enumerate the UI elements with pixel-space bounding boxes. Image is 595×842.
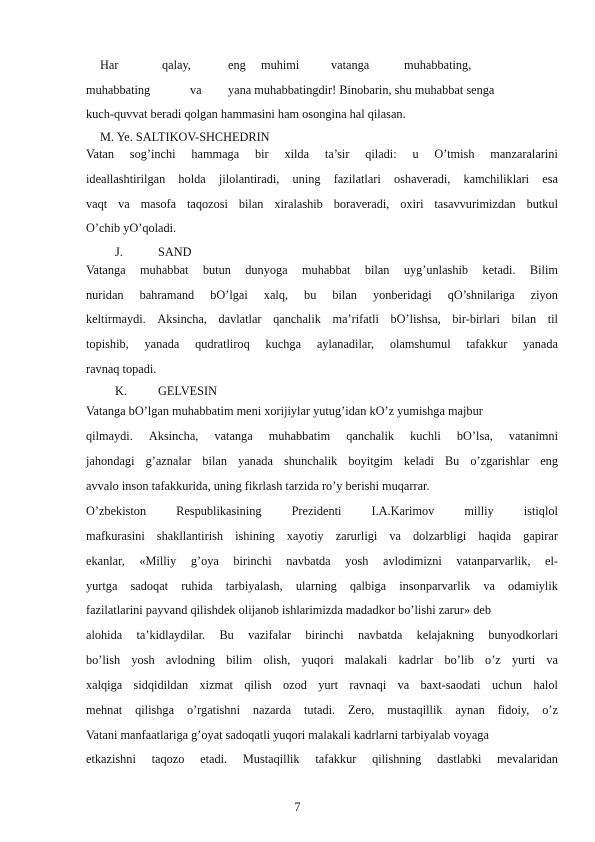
text-line	[86, 529, 558, 543]
word: Vatanga bO’lgan muhabbatim meni xorijiylar yutug’idan kO’z yumishga majbur	[86, 404, 483, 418]
word: bO’lsa,	[456, 429, 493, 443]
text-line	[86, 147, 558, 161]
word: butun	[202, 263, 231, 277]
word: sidqidildan	[133, 678, 189, 692]
word: uyg’unlashib	[403, 263, 469, 277]
word: kelajakning	[416, 628, 475, 642]
word: va	[118, 197, 130, 211]
word: yuqori	[301, 653, 334, 667]
word: bO’lishsa,	[390, 312, 441, 326]
word: esa	[542, 172, 558, 186]
word: nazarda	[252, 703, 292, 717]
word: bilim	[226, 653, 253, 667]
text-line	[86, 479, 558, 493]
page-number: 7	[294, 800, 301, 814]
word: taqozo	[151, 752, 185, 766]
word: yanada	[144, 337, 180, 351]
word: bu	[304, 288, 317, 302]
word: vatanparvarlik,	[456, 554, 531, 568]
word: bo’lib	[444, 653, 474, 667]
word: kuchga	[265, 337, 302, 351]
word: J.	[115, 245, 123, 259]
word: O’chib yO’qoladi.	[86, 221, 177, 235]
word: muhabbatim	[268, 429, 331, 443]
text-line	[86, 337, 558, 351]
word: tutadi.	[304, 703, 336, 717]
word: xalqiga	[86, 678, 123, 692]
word: qO’shnilariga	[447, 288, 515, 302]
text-line	[86, 628, 558, 642]
word: kadrlar	[398, 653, 434, 667]
word: qilish	[244, 678, 272, 692]
word: qanchalik	[346, 429, 395, 443]
word: hammaga	[191, 147, 240, 161]
text-line	[86, 554, 558, 568]
word: muhabbat	[139, 263, 189, 277]
word: bilan	[238, 197, 264, 211]
word: shunchalik	[283, 454, 338, 468]
text-line	[86, 653, 558, 667]
text-line	[86, 678, 558, 692]
word: Zero,	[348, 703, 375, 717]
word: ozod	[282, 678, 307, 692]
word: xayotiy	[286, 529, 324, 543]
word: gapirar	[523, 529, 558, 543]
word: va	[397, 678, 410, 692]
text-line	[86, 454, 558, 468]
word: g’aznalar	[145, 454, 192, 468]
word: avvalo inson tafakkurida, uning fikrlash tarzida ro’y berishi muqarrar.	[86, 479, 430, 493]
word: Bu	[219, 628, 234, 642]
text-line	[86, 579, 558, 593]
word: fazilatlari	[333, 172, 381, 186]
word: xalq,	[263, 288, 289, 302]
word: muhabbat	[301, 263, 351, 277]
word: nuridan	[86, 288, 124, 302]
word: g’oya	[190, 554, 219, 568]
word: ziyon	[530, 288, 558, 302]
word: ekanlar,	[86, 554, 125, 568]
word: keltirmaydi.	[86, 312, 146, 326]
word: yonberidagi	[372, 288, 432, 302]
word: malakali	[344, 653, 388, 667]
word: o’z	[485, 653, 501, 667]
word: yosh	[345, 554, 369, 568]
word: keladi	[403, 454, 434, 468]
word: eng	[540, 454, 558, 468]
word: dastlabki	[437, 752, 482, 766]
word: Mustaqillik	[242, 752, 300, 766]
word: avlodimizni	[383, 554, 442, 568]
word: va	[483, 579, 495, 593]
word: ularning	[295, 579, 337, 593]
text-line	[86, 752, 558, 766]
word: boraveradi,	[333, 197, 390, 211]
word: «Milliy	[139, 554, 177, 568]
word: aylanadilar,	[316, 337, 375, 351]
word: birinchi	[233, 554, 272, 568]
word: avlodning	[165, 653, 215, 667]
word: ta’sir	[324, 147, 350, 161]
text-line	[86, 362, 558, 376]
text-line	[86, 703, 558, 717]
word: Respublikasining	[176, 504, 262, 518]
word: bahramand	[139, 288, 195, 302]
word: Vatanga	[86, 263, 126, 277]
word: muhabbating,	[404, 58, 472, 72]
word: milliy	[464, 504, 494, 518]
word: mustaqillik	[387, 703, 443, 717]
word: bir	[254, 147, 269, 161]
word: yurtga	[86, 579, 118, 593]
word: xilda	[284, 147, 310, 161]
word: aynan	[455, 703, 485, 717]
word: qalay,	[162, 58, 191, 72]
word: Prezidenti	[291, 504, 342, 518]
word: ta’kidlaydilar.	[136, 628, 206, 642]
word: O’zbekiston	[86, 504, 147, 518]
text-line	[86, 263, 558, 277]
word: bilan	[202, 454, 227, 468]
word: topishib,	[86, 337, 129, 351]
word: etadi.	[200, 752, 228, 766]
word: zarurligi	[335, 529, 378, 543]
word: I.A.Karimov	[371, 504, 435, 518]
text-line	[86, 172, 558, 186]
word: bilan	[511, 312, 537, 326]
word: ishining	[235, 529, 275, 543]
word: qilishga	[135, 703, 175, 717]
text-line	[86, 404, 558, 418]
text-line	[86, 107, 558, 121]
word: mehnat	[86, 703, 123, 717]
word: vatanga	[214, 429, 253, 443]
word: va	[389, 529, 401, 543]
word: boyitgim	[348, 454, 393, 468]
word: olish,	[263, 653, 291, 667]
word: ideallashtirilgan	[86, 172, 166, 186]
word: manzaralarini	[490, 147, 558, 161]
word: bO’lgai	[210, 288, 248, 302]
word: baxt-saodati	[420, 678, 481, 692]
word: qilmaydi.	[86, 429, 133, 443]
word: masofa	[140, 197, 177, 211]
word: jahondagi	[86, 454, 135, 468]
word: qiladi:	[365, 147, 397, 161]
word: odamiylik	[508, 579, 558, 593]
word: alohida	[86, 628, 123, 642]
word: vatanga	[331, 58, 370, 72]
word: oxiri	[400, 197, 424, 211]
text-line	[86, 312, 558, 326]
word: qalbiga	[349, 579, 387, 593]
word: va	[190, 83, 202, 97]
word: sog’inchi	[129, 147, 176, 161]
word: bo’lish	[86, 653, 121, 667]
word: ma’rifatli	[332, 312, 379, 326]
word: Bu	[444, 454, 460, 468]
word: muhimi	[261, 58, 300, 72]
word: mevalaridan	[497, 752, 558, 766]
word: SAND	[158, 245, 192, 259]
word: Vatan	[86, 147, 114, 161]
text-line	[86, 288, 558, 302]
word: istiqlol	[523, 504, 558, 518]
word: o’rgatishni	[186, 703, 240, 717]
word: bilan	[332, 288, 357, 302]
word: kuch-quvvat beradi qolgan hammasini ham osongina hal qilasan.	[86, 107, 406, 121]
word: qilishning	[372, 752, 422, 766]
word: Aksincha,	[148, 429, 199, 443]
word: uning	[292, 172, 321, 186]
word: dolzarbligi	[413, 529, 467, 543]
word: til	[547, 312, 558, 326]
word: sadoqat	[130, 579, 169, 593]
word: muhabbating	[86, 83, 151, 97]
word: mafkurasini	[86, 529, 145, 543]
word: el-	[545, 554, 558, 568]
word: dunyoga	[245, 263, 288, 277]
word: uchun	[491, 678, 522, 692]
word: Vatani manfaatlariga g’oyat sadoqatli yuqori malakali kadrlarni tarbiyalab voyaga	[86, 728, 489, 742]
word: K.	[115, 384, 127, 398]
word: tafakkur	[315, 752, 357, 766]
text-line	[86, 603, 558, 617]
word: ketadi.	[482, 263, 516, 277]
word: kamchiliklari	[463, 172, 530, 186]
word: halol	[533, 678, 558, 692]
word: qanchalik	[273, 312, 321, 326]
word: bilan	[364, 263, 390, 277]
word: tafakkur	[466, 337, 508, 351]
text-line	[86, 728, 558, 742]
word: yurt	[318, 678, 339, 692]
word: eng	[228, 58, 246, 72]
word: etkazishni	[86, 752, 136, 766]
word: bir-birlari	[452, 312, 500, 326]
word: vatanimni	[508, 429, 558, 443]
text-line	[86, 197, 558, 211]
word: o’z	[542, 703, 558, 717]
word: kuchli	[410, 429, 441, 443]
word: fidoiy,	[497, 703, 530, 717]
word: holda	[178, 172, 206, 186]
word: oshaveradi,	[394, 172, 451, 186]
word: Aksincha,	[157, 312, 207, 326]
word: ruhida	[181, 579, 213, 593]
text-line	[100, 130, 558, 144]
word: yanada	[523, 337, 558, 351]
word: navbatda	[357, 628, 403, 642]
word: birinchi	[305, 628, 344, 642]
text-line	[86, 221, 558, 235]
word: ravnaqi	[349, 678, 387, 692]
text-line	[86, 429, 558, 443]
word: xiralashib	[274, 197, 323, 211]
word: qudratliroq	[195, 337, 250, 351]
word: davlatlar	[218, 312, 262, 326]
word: haqida	[478, 529, 512, 543]
word: GELVESIN	[158, 384, 217, 398]
word: O’tmish	[434, 147, 475, 161]
word: yurti	[511, 653, 536, 667]
word: u	[412, 147, 419, 161]
word: ravnaq topadi.	[86, 362, 157, 376]
word: yosh	[131, 653, 155, 667]
word: butkul	[526, 197, 558, 211]
word: Har	[100, 58, 119, 72]
word: xizmat	[199, 678, 233, 692]
word: va	[546, 653, 558, 667]
word: vaqt	[86, 197, 108, 211]
word: insonparvarlik	[399, 579, 471, 593]
word: tasavvurimizdan	[434, 197, 516, 211]
word: M. Ye. SALTIKOV-SHCHEDRIN	[100, 130, 270, 144]
word: taqozosi	[186, 197, 228, 211]
word: olamshumul	[389, 337, 451, 351]
word: jilolantiradi,	[218, 172, 280, 186]
word: Bilim	[529, 263, 558, 277]
word: tarbiyalash,	[225, 579, 283, 593]
word: shakllantirish	[156, 529, 224, 543]
word: fazilatlarini payvand qilishdek olijanob ishlarimizda madadkor bo’lishi zarur» deb	[86, 603, 491, 617]
word: navbatda	[286, 554, 331, 568]
text-line	[86, 504, 558, 518]
word: bunyodkorlari	[488, 628, 558, 642]
word: yanada	[238, 454, 273, 468]
word: o’zgarishlar	[470, 454, 530, 468]
word: yana muhabbatingdir! Binobarin, shu muhabbat senga	[228, 83, 495, 97]
word: vazifalar	[248, 628, 292, 642]
